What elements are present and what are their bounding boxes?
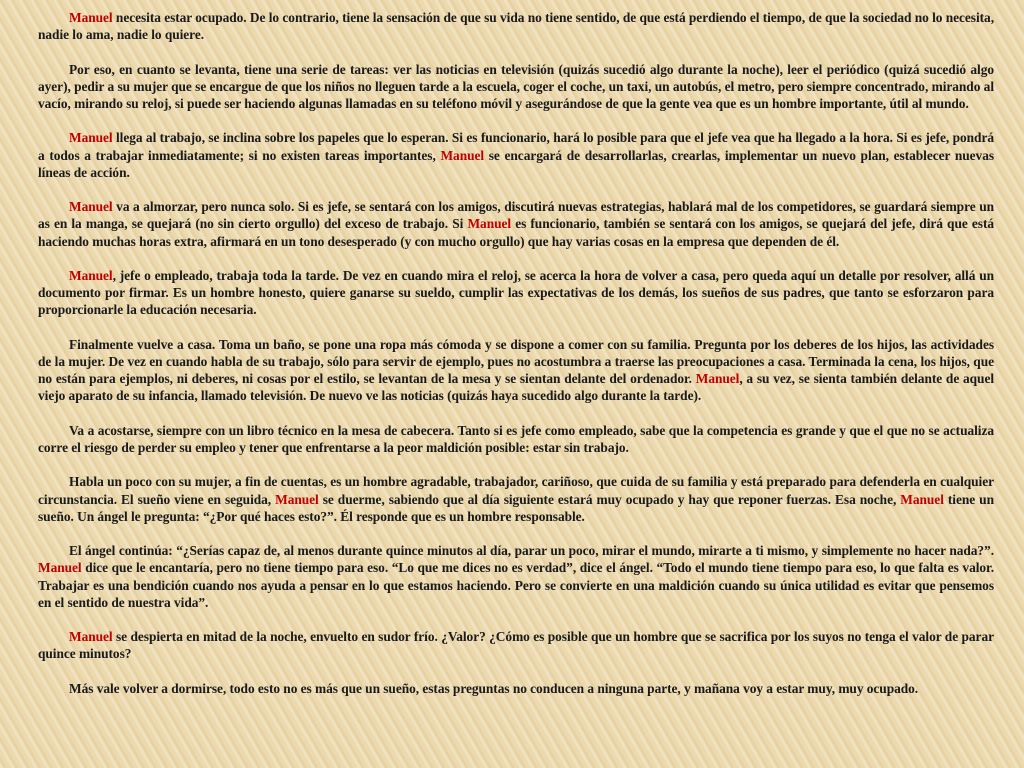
character-name: Manuel: [275, 491, 319, 507]
paragraph: [38, 129, 994, 181]
character-name: Manuel: [69, 10, 113, 25]
paragraph-text: Por eso, en cuanto se levanta, tiene una serie de tareas: ver las noticias en televisión (quizás sucedió algo durante la noche), leer el periódico (quizá sucedió algo ayer), pedir a su mujer que se encargue de que los niños no lleguen tarde a la escuela, coger el coche, un taxi, un autobús, el metro, pero siempre concentrado, mirando al vacío, mirando su reloj, si puede ser haciendo algunas llamadas en su teléfono móvil y asegurándose de que la gente vea que es un hombre importante, útil al mundo.: [38, 61, 994, 111]
paragraph-text: es funcionario, también se sentará con los amigos, se quejará del jefe, dirá que está haciendo muchas horas extra, afirmará en un tono desesperado (y con mucho orgullo) que hay varias cosas en la empresa que dependen de él.: [38, 216, 994, 249]
character-name: Manuel: [69, 267, 113, 283]
paragraph: [38, 422, 994, 456]
paragraph-text: se encargará de desarrollarlas, crearlas, implementar un nuevo plan, establecer nuevas líneas de acción.: [38, 147, 995, 180]
character-name: Manuel: [69, 629, 113, 645]
character-name: Manuel: [69, 199, 113, 215]
paragraph-text: , jefe o empleado, trabaja toda la tarde. De vez en cuando mira el reloj, se acerca la hora de volver a casa, pero queda aquí un detalle por resolver, allá un documento por firmar. Es un hombre honesto, quiere ganarse su sueldo, cumplir las expectativas de los demás, los sueños de sus padres, que tanto se esforzaron para proporcionarle la educación necesaria.: [38, 267, 994, 318]
paragraph: [38, 198, 994, 250]
paragraph: [38, 267, 994, 319]
paragraph-text: Habla un poco con su mujer, a fin de cuentas, es un hombre agradable, trabajador, cariñoso, que cuida de su familia y está preparado para defenderla en cualquier circunstancia. El sueño viene en seguida,: [38, 474, 994, 507]
paragraph: [38, 9, 994, 43]
paragraph-text: se despierta en mitad de la noche, envuelto en sudor frío. ¿Valor? ¿Cómo es posible que un hombre que se sacrifica por los suyos no tenga el valor de parar quince minutos?: [38, 629, 994, 662]
paragraph-text: , a su vez, se sienta también delante de aquel viejo aparato de su infancia, llamado televisión. De nuevo ve las noticias (quizás haya sucedido algo durante la tarde).: [38, 371, 995, 404]
document-body: [38, 9, 994, 697]
paragraph-text: va a almorzar, pero nunca solo. Si es jefe, se sentará con los amigos, discutirá nuevas estrategias, hablará mal de los competidores, se guardará siempre un as en la manga, se quejará (no sin cierto orgullo) del exceso de trabajo. Si: [38, 199, 994, 232]
paragraph-text: Más vale volver a dormirse, todo esto no es más que un sueño, estas preguntas no conducen a ninguna parte, y mañana voy a estar muy, muy ocupado.: [69, 680, 919, 696]
paragraph: [38, 473, 994, 525]
paragraph-text: Va a acostarse, siempre con un libro técnico en la mesa de cabecera. Tanto si es jefe como empleado, sabe que la competencia es grande y que el que no se actualiza corre el riesgo de perder su empleo y tener que enfrentarse a la peor maldición posible: estar sin trabajo.: [38, 422, 994, 455]
character-name: Manuel: [38, 560, 82, 576]
paragraph-text: se duerme, sabiendo que al día siguiente estará muy ocupado y hay que reponer fuerzas. Esa noche,: [318, 491, 901, 507]
paragraph-text: tiene un sueño. Un ángel le pregunta: “¿Por qué haces esto?”. Él responde que es un hombre responsable.: [38, 491, 994, 524]
paragraph-text: El ángel continúa: “¿Serías capaz de, al menos durante quince minutos al día, parar un poco, mirar el mundo, mirarte a ti mismo, y simplemente no hacer nada?”.: [69, 543, 994, 559]
paragraph: [38, 680, 994, 697]
character-name: Manuel: [900, 491, 944, 507]
paragraph-text: Finalmente vuelve a casa. Toma un baño, se pone una ropa más cómoda y se dispone a comer con su familia. Pregunta por los deberes de los hijos, las actividades de la mujer. De vez en cuando habla de su trabajo, sólo para servir de ejemplo, pues no acostumbra a traerse las preocupaciones a casa. Terminada la cena, los hijos, que no están para ejemplos, ni deberes, ni cosas por el estilo, se levantan de la mesa y se sientan delante del ordenador.: [38, 336, 994, 387]
paragraph: [38, 336, 994, 405]
paragraph: [38, 61, 994, 113]
paragraph-text: necesita estar ocupado. De lo contrario, tiene la sensación de que su vida no tiene sentido, de que está perdiendo el tiempo, de que la sociedad no lo necesita, nadie lo ama, nadie lo quiere.: [38, 10, 994, 43]
paragraph-text: llega al trabajo, se inclina sobre los papeles que lo esperan. Si es funcionario, hará lo posible para que el jefe vea que ha llegado a la hora. Si es jefe, pondrá a todos a trabajar inmediatamente; si no existen tareas importantes,: [38, 130, 994, 163]
paragraph: [38, 628, 994, 662]
character-name: Manuel: [695, 371, 740, 387]
character-name: Manuel: [440, 147, 485, 163]
character-name: Manuel: [467, 216, 512, 232]
paragraph-text: dice que le encantaría, pero no tiene tiempo para eso. “Lo que me dices no es verdad”, dice el ángel. “Todo el mundo tiene tiempo para eso, lo que falta es valor. Trabajar es una bendición cuando nos ayuda a pensar en lo que estamos haciendo. Pero se convierte en una maldición cuando su única utilidad es evitar que pensemos en el sentido de nuestra vida”.: [38, 560, 994, 610]
character-name: Manuel: [69, 130, 113, 146]
paragraph: [38, 542, 994, 611]
